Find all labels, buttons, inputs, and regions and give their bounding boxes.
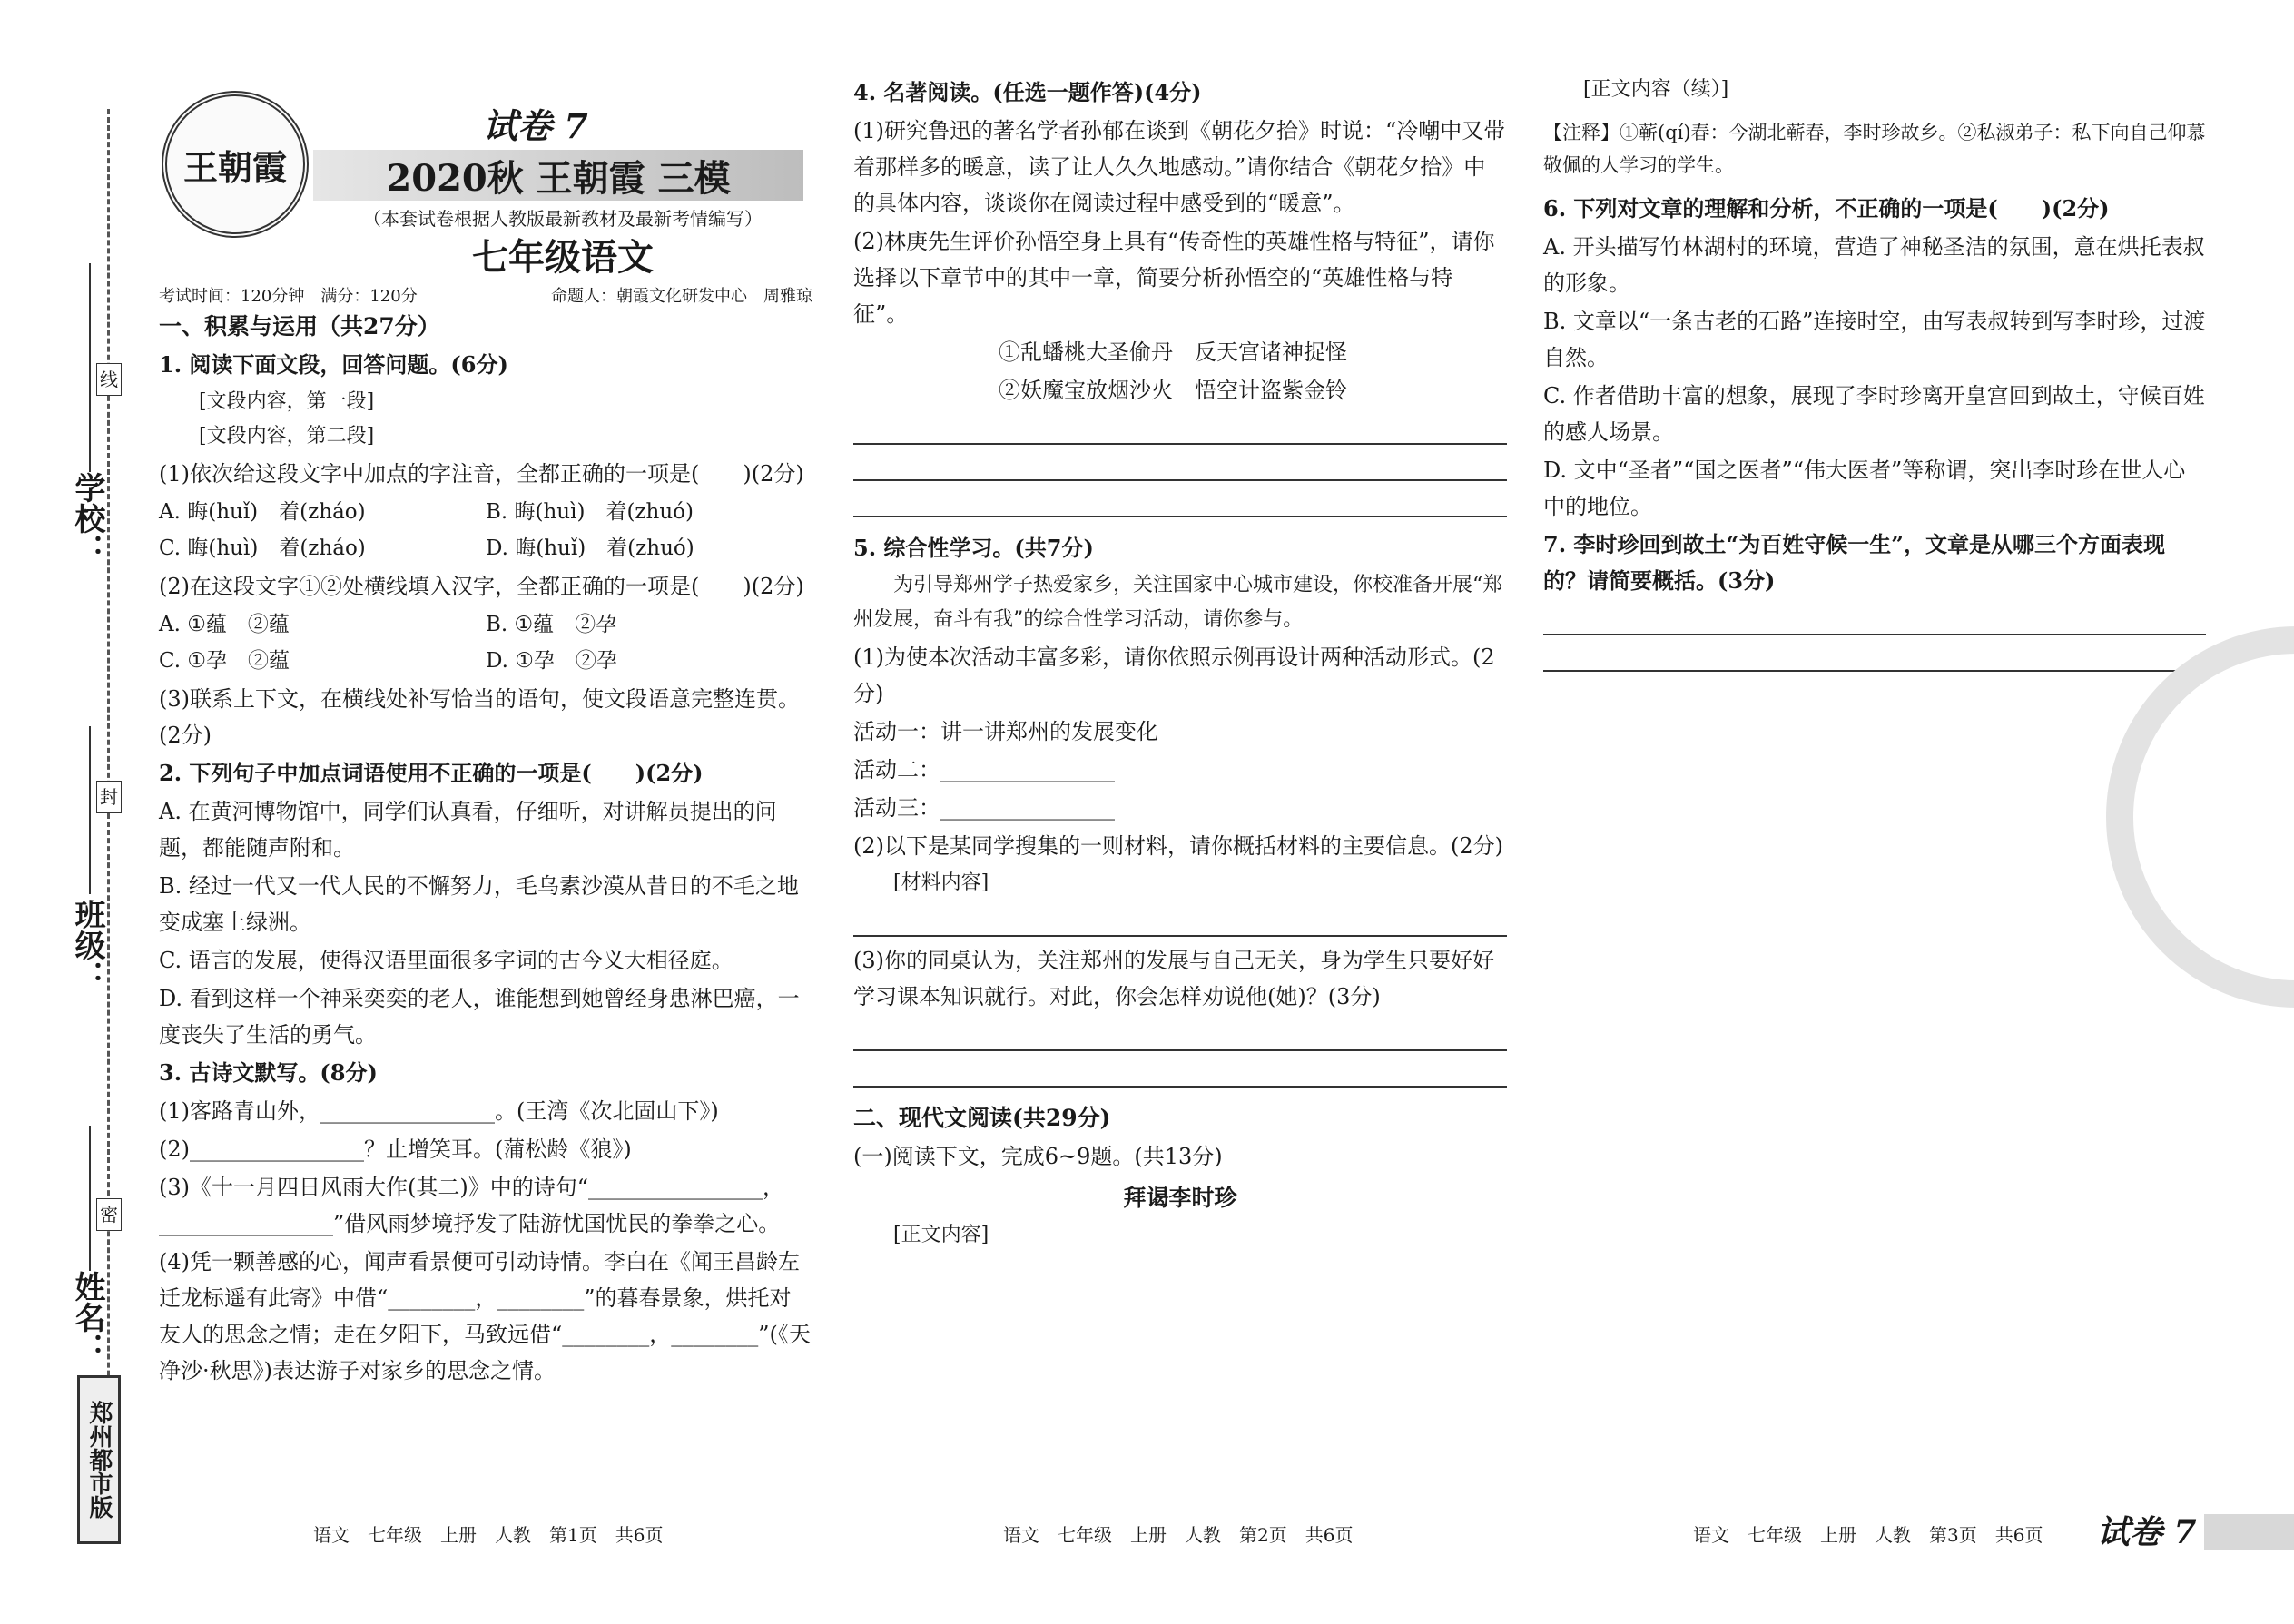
q2-option-d[interactable]: D. 看到这样一个神采奕奕的老人，谁能想到她曾经身患淋巴癌，一度丧失了生活的勇气。: [159, 986, 800, 1048]
q4-chapter-1: ①乱蟠桃大圣偷丹 反天宫诸神捉怪: [999, 340, 1347, 365]
q5-activity-1: 活动一：讲一讲郑州的发展变化: [853, 719, 1158, 744]
question-6-stem: 6. 下列对文章的理解和分析，不正确的一项是( )(2分): [1543, 195, 2110, 221]
q3-line-1[interactable]: (1)客路青山外，________________。(王湾《次北固山下》): [159, 1098, 719, 1124]
answer-line[interactable]: [853, 450, 1507, 481]
option[interactable]: D. 晦(huǐ) 着(zhuó): [486, 536, 694, 560]
school-label: 学校：: [69, 472, 105, 565]
q5-activity-3[interactable]: 活动三：________________: [853, 795, 1115, 821]
q5-material: [材料内容]: [893, 871, 989, 894]
footer-page-3: 语文 七年级 上册 人教 第3页 共6页: [1693, 1524, 2043, 1546]
name-label: 姓名：: [69, 1271, 105, 1363]
answer-line[interactable]: [853, 906, 1507, 937]
question-5-stem: 5. 综合性学习。(共7分): [853, 535, 1094, 561]
option[interactable]: A. 晦(huǐ) 着(zháo): [159, 500, 366, 524]
footer-paper-tag: 试卷 7: [2097, 1513, 2197, 1551]
answer-line[interactable]: [1543, 605, 2206, 635]
option[interactable]: A. ①蕴 ②蕴: [159, 613, 290, 636]
footer-tag-bar: [2204, 1514, 2294, 1550]
question-3-stem: 3. 古诗文默写。(8分): [159, 1059, 378, 1086]
binding-tag-secret: 密: [96, 1198, 122, 1231]
section-title-1: 一、积累与运用（共27分）: [159, 313, 440, 340]
article-title: 拜谒李时珍: [1123, 1185, 1237, 1211]
article-paragraph: [正文内容（续）]: [1583, 78, 1729, 101]
exam-time-score: 考试时间：120分钟 满分：120分: [159, 287, 418, 306]
option[interactable]: D. ①孕 ②孕: [486, 649, 617, 673]
page-column-2: [853, 73, 1507, 1253]
q4-chapter-2: ②妖魔宝放烟沙火 悟空计盗紫金铃: [999, 378, 1347, 403]
question-2-stem: 2. 下列句子中加点词语使用不正确的一项是( )(2分): [159, 760, 704, 786]
q5-intro: 为引导郑州学子热爱家乡，关注国家中心城市建设，你校准备开展“郑州发展，奋斗有我”的综合性学习活动，请你参与。: [853, 574, 1503, 631]
q3-line-4[interactable]: (4)凭一颗善感的心，闻声看景便可引动诗情。李白在《闻王昌龄左迁龙标遥有此寄》中借“________，________”的暮春景象，烘托对友人的思念之情；走在夕阳下，马致远借“________，________”(《天净沙·秋思》)表达游子对家乡的思念之情。: [159, 1249, 811, 1383]
paper-number: 试卷 7: [483, 105, 588, 146]
answer-line[interactable]: [853, 414, 1507, 445]
q6-option-b[interactable]: B. 文章以“一条古老的石路”连接时空，由写表叔转到写李时珍，过渡自然。: [1543, 309, 2206, 370]
q1-passage-1: [文段内容，第一段]: [199, 390, 375, 413]
page-column-1: [159, 300, 812, 1391]
q1-sub1-options: [159, 494, 812, 566]
q2-option-c[interactable]: C. 语言的发展，使得汉语里面很多字词的古今义大相径庭。: [159, 948, 733, 973]
footer-page-2: 语文 七年级 上册 人教 第2页 共6页: [1003, 1524, 1354, 1546]
binding-tag-seal: 封: [96, 781, 122, 813]
class-field[interactable]: [89, 726, 91, 894]
exam-author: 命题人：朝霞文化研发中心 周雅琼: [551, 287, 812, 306]
q5-sub2: (2)以下是某同学搜集的一则材料，请你概括材料的主要信息。(2分): [853, 833, 1503, 859]
paper-title-ribbon: [272, 98, 799, 153]
binding-margin: [0, 0, 136, 1624]
q1-sub3: (3)联系上下文，在横线处补写恰当的语句，使文段语意完整连贯。(2分): [159, 686, 800, 748]
option[interactable]: B. ①蕴 ②孕: [486, 613, 617, 636]
q1-sub2-options: [159, 606, 812, 679]
option[interactable]: C. 晦(huì) 着(zháo): [159, 536, 366, 560]
reading-intro: (一)阅读下文，完成6~9题。(共13分): [853, 1144, 1223, 1169]
edition-label: 郑州都市版: [77, 1375, 121, 1544]
answer-line[interactable]: [1543, 641, 2206, 672]
school-field[interactable]: [89, 263, 91, 472]
q5-activity-2[interactable]: 活动二：________________: [853, 757, 1115, 782]
q1-sub2: (2)在这段文字①②处横线填入汉字，全都正确的一项是( )(2分): [159, 574, 804, 599]
subject-title: 七年级语文: [472, 236, 654, 279]
q3-line-3[interactable]: (3)《十一月四日风雨大作(其二)》中的诗句“________________，________________”借风雨梦境抒发了陆游忧国忧民的拳拳之心。: [159, 1175, 784, 1236]
q5-sub3: (3)你的同桌认为，关注郑州的发展与自己无关，身为学生只要好好学习课本知识就行。对此，你会怎样劝说他(她)？(3分): [853, 948, 1494, 1009]
brand-logo: 王朝霞: [162, 91, 309, 238]
watermark-stamp: [2106, 626, 2294, 1008]
q6-option-a[interactable]: A. 开头描写竹林湖村的环境，营造了神秘圣洁的氛围，意在烘托表叔的形象。: [1543, 234, 2205, 296]
q2-option-a[interactable]: A. 在黄河博物馆中，同学们认真看，仔细听，对讲解员提出的问题，都能随声附和。: [159, 799, 777, 861]
binding-tag-line: 线: [96, 363, 122, 396]
q4-sub2: (2)林庚先生评价孙悟空身上具有“传奇性的英雄性格与特征”，请你选择以下章节中的其中一章，简要分析孙悟空的“英雄性格与特征”。: [853, 229, 1495, 327]
q3-line-2[interactable]: (2)________________？止增笑耳。(蒲松龄《狼》): [159, 1137, 632, 1162]
footer-page-1: 语文 七年级 上册 人教 第1页 共6页: [313, 1524, 664, 1546]
q6-option-d[interactable]: D. 文中“圣者”“国之医者”“伟大医者”等称谓，突出李时珍在世人心中的地位。: [1543, 458, 2186, 519]
article-paragraph: [正文内容]: [893, 1224, 989, 1246]
section-title-2: 二、现代文阅读(共29分): [853, 1105, 1111, 1131]
exam-banner: 2020秋 王朝霞 三模: [313, 150, 803, 201]
page-column-3: [1543, 73, 2206, 677]
article-footnote: 【注释】①蕲(qí)春：今湖北蕲春，李时珍故乡。②私淑弟子：私下向自己仰慕敬佩的人学习的学生。: [1543, 122, 2206, 176]
q1-sub1: (1)依次给这段文字中加点的字注音，全都正确的一项是( )(2分): [159, 461, 804, 487]
answer-line[interactable]: [853, 1057, 1507, 1088]
question-4-stem: 4. 名著阅读。(任选一题作答)(4分): [853, 79, 1202, 105]
question-1-stem: 1. 阅读下面文段，回答问题。(6分): [159, 351, 508, 378]
option[interactable]: B. 晦(huì) 着(zhuó): [486, 500, 694, 524]
answer-line[interactable]: [853, 1020, 1507, 1051]
q5-sub1: (1)为使本次活动丰富多彩，请你依照示例再设计两种活动形式。(2分): [853, 645, 1495, 706]
q6-option-c[interactable]: C. 作者借助丰富的想象，展现了李时珍离开皇宫回到故土，守候百姓的感人场景。: [1543, 383, 2205, 445]
q4-sub1: (1)研究鲁迅的著名学者孙郁在谈到《朝花夕拾》时说：“冷嘲中又带着那样多的暖意，读了让人久久地感动。”请你结合《朝花夕拾》中的具体内容，谈谈你在阅读过程中感受到的“暖意”。: [853, 118, 1506, 216]
option[interactable]: C. ①孕 ②蕴: [159, 649, 290, 673]
answer-line[interactable]: [853, 487, 1507, 517]
class-label: 班级：: [69, 899, 105, 991]
exam-subnote: （本套试卷根据人教版最新教材及最新考情编写）: [363, 208, 763, 230]
question-7-stem: 7. 李时珍回到故土“为百姓守候一生”，文章是从哪三个方面表现的？请简要概括。(3分): [1543, 531, 2166, 594]
name-field[interactable]: [89, 1126, 91, 1271]
q1-passage-2: [文段内容，第二段]: [199, 425, 375, 448]
q2-option-b[interactable]: B. 经过一代又一代人民的不懈努力，毛乌素沙漠从昔日的不毛之地变成塞上绿洲。: [159, 873, 799, 935]
